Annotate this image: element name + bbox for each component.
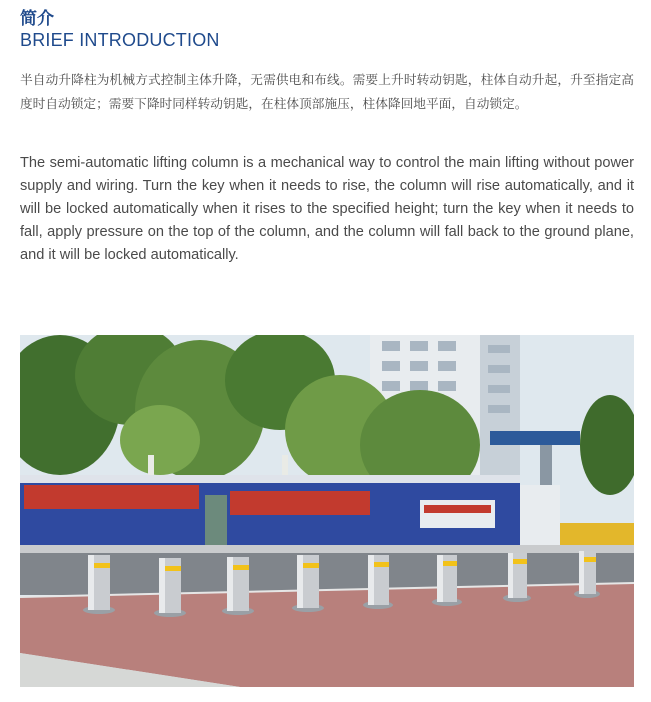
section-title-english: BRIEF INTRODUCTION <box>20 30 220 50</box>
boundary-wall <box>20 475 634 547</box>
photo-illustration <box>20 335 634 687</box>
bollard-street-photo <box>20 335 634 687</box>
intro-paragraph-chinese: 半自动升降柱为机械方式控制主体升降，无需供电和布线。需要上升时转动钥匙，柱体自动升起，升至指定高度时自动锁定；需要下降时同样转动钥匙，在柱体顶部施压，柱体降回地平面，自动锁定。 <box>20 72 634 111</box>
section-title-chinese: 简介 <box>20 9 54 29</box>
intro-paragraph-english: The semi-automatic lifting column is a mechanical way to control the main lifting without power supply and wiring. Turn the key when it needs to rise, the column will rise automatically, and it will be locked automatically when it rises to the specified height; turn the key when it needs to fall, apply pressure on the top of the column, and the column will fall back to the ground plane, and it will be locked automatically. <box>20 155 634 263</box>
